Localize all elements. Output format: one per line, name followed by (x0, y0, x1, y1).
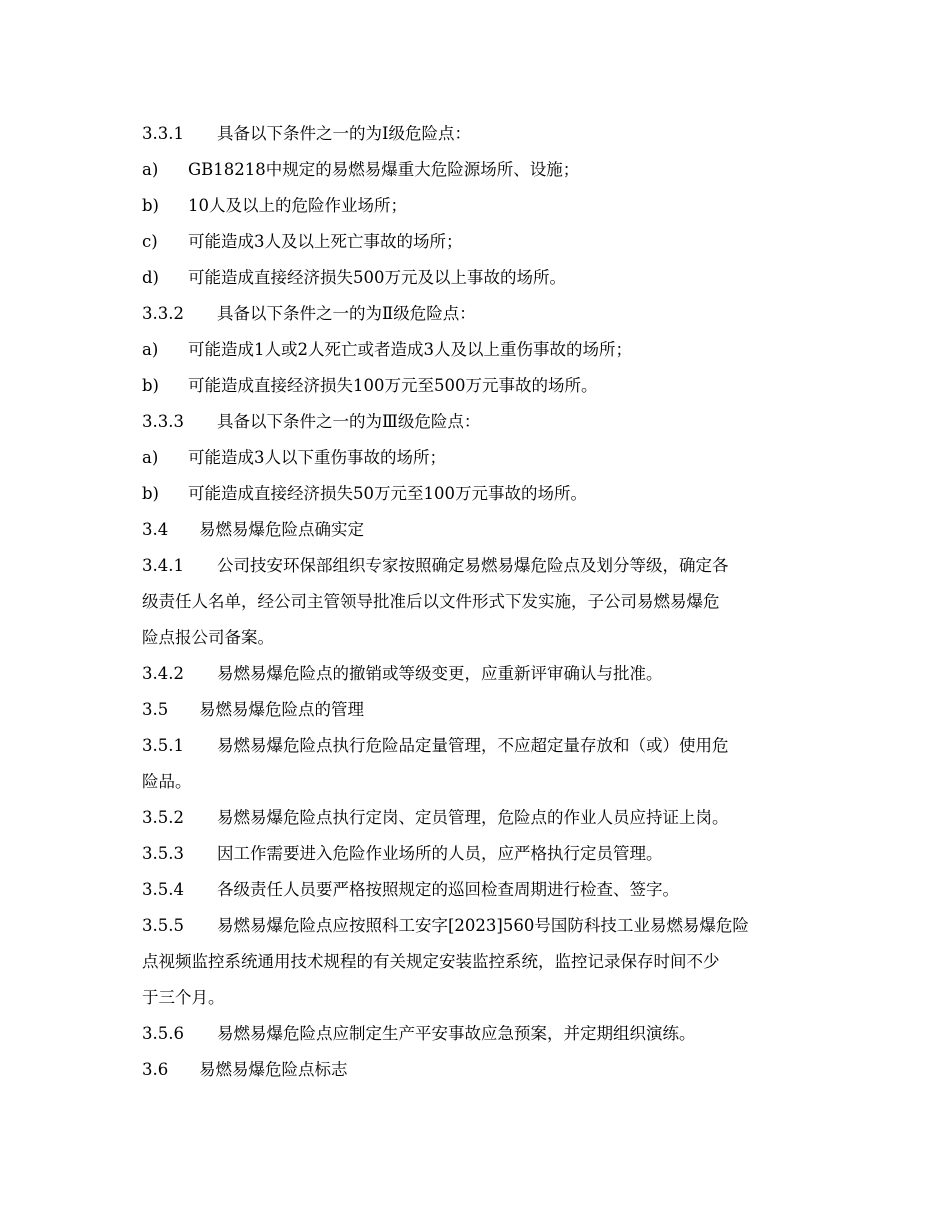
list-item-d (142, 260, 822, 296)
section-title: 易燃易爆危险点标志 (199, 1060, 348, 1079)
clause-3-4-2 (142, 656, 822, 692)
clause-3-5-4 (142, 872, 822, 908)
clause-3-5-6 (142, 1016, 822, 1052)
clause-3-5-3 (142, 836, 822, 872)
clause-text: 易燃易爆危险点执行定岗、定员管理，危险点的作业人员应持证上岗。 (217, 808, 729, 827)
clause-text: 于三个月。 (142, 988, 225, 1007)
clause-continuation (142, 980, 822, 1016)
clause-text: 易燃易爆危险点应按照科工安字[2023]560号国防科技工业易燃易爆危险 (217, 916, 749, 935)
section-title: 易燃易爆危险点确实定 (199, 520, 364, 539)
item-label: b) (142, 484, 159, 503)
clause-number: 3.3.2 (142, 304, 184, 323)
clause-text: 具备以下条件之一的为Ⅱ级危险点： (217, 304, 476, 323)
section-3-4-heading (142, 512, 822, 548)
list-item-b (142, 476, 822, 512)
section-number: 3.4 (142, 520, 169, 539)
item-text: 可能造成3人以下重伤事故的场所； (188, 448, 446, 467)
section-title: 易燃易爆危险点的管理 (199, 700, 364, 719)
clause-text: 点视频监控系统通用技术规程的有关规定安装监控系统，监控记录保存时间不少 (142, 952, 720, 971)
clause-3-5-2 (142, 800, 822, 836)
clause-3-3-2 (142, 296, 822, 332)
clause-3-5-5 (142, 908, 822, 944)
clause-number: 3.4.2 (142, 664, 184, 683)
section-number: 3.6 (142, 1060, 169, 1079)
clause-3-4-1 (142, 548, 822, 584)
list-item-a (142, 332, 822, 368)
item-text: 可能造成直接经济损失500万元及以上事故的场所。 (188, 268, 566, 287)
clause-number: 3.5.2 (142, 808, 184, 827)
item-label: a) (142, 340, 159, 359)
clause-text: 级责任人名单，经公司主管领导批准后以文件形式下发实施，子公司易燃易爆危 (142, 592, 720, 611)
clause-continuation (142, 620, 822, 656)
clause-number: 3.5.1 (142, 736, 184, 755)
section-3-6-heading (142, 1052, 822, 1088)
section-3-5-heading (142, 692, 822, 728)
item-text: 可能造成3人及以上死亡事故的场所； (188, 232, 463, 251)
clause-number: 3.3.1 (142, 124, 184, 143)
list-item-c (142, 224, 822, 260)
item-label: a) (142, 448, 159, 467)
clause-3-3-1 (142, 116, 822, 152)
clause-text: 因工作需要进入危险作业场所的人员，应严格执行定员管理。 (217, 844, 663, 863)
clause-text: 具备以下条件之一的为Ⅲ级危险点： (217, 412, 481, 431)
clause-number: 3.4.1 (142, 556, 184, 575)
clause-text: 险品。 (142, 772, 192, 791)
clause-number: 3.5.3 (142, 844, 184, 863)
section-number: 3.5 (142, 700, 169, 719)
clause-text: 易燃易爆危险点的撤销或等级变更，应重新评审确认与批准。 (217, 664, 663, 683)
clause-continuation (142, 944, 822, 980)
item-label: a) (142, 160, 159, 179)
item-label: d) (142, 268, 159, 287)
clause-text: 公司技安环保部组织专家按照确定易燃易爆危险点及划分等级，确定各 (217, 556, 729, 575)
clause-text: 易燃易爆危险点应制定生产平安事故应急预案，并定期组织演练。 (217, 1024, 696, 1043)
clause-text: 易燃易爆危险点执行危险品定量管理，不应超定量存放和（或）使用危 (217, 736, 729, 755)
clause-number: 3.5.6 (142, 1024, 184, 1043)
list-item-b (142, 368, 822, 404)
list-item-a (142, 152, 822, 188)
clause-text: 险点报公司备案。 (142, 628, 274, 647)
clause-continuation (142, 584, 822, 620)
clause-text: 具备以下条件之一的为Ⅰ级危险点： (217, 124, 472, 143)
list-item-a (142, 440, 822, 476)
item-text: GB18218中规定的易燃易爆重大危险源场所、设施； (188, 160, 580, 179)
clause-3-5-1 (142, 728, 822, 764)
clause-continuation (142, 764, 822, 800)
clause-3-3-3 (142, 404, 822, 440)
clause-number: 3.3.3 (142, 412, 184, 431)
item-text: 可能造成直接经济损失100万元至500万元事故的场所。 (188, 376, 598, 395)
document-body (142, 116, 822, 1088)
item-label: b) (142, 376, 159, 395)
item-text: 可能造成1人或2人死亡或者造成3人及以上重伤事故的场所； (188, 340, 632, 359)
item-text: 10人及以上的危险作业场所； (188, 196, 407, 215)
clause-number: 3.5.5 (142, 916, 184, 935)
clause-number: 3.5.4 (142, 880, 184, 899)
clause-text: 各级责任人员要严格按照规定的巡回检查周期进行检查、签字。 (217, 880, 679, 899)
item-label: b) (142, 196, 159, 215)
list-item-b (142, 188, 822, 224)
item-text: 可能造成直接经济损失50万元至100万元事故的场所。 (188, 484, 587, 503)
item-label: c) (142, 232, 158, 251)
